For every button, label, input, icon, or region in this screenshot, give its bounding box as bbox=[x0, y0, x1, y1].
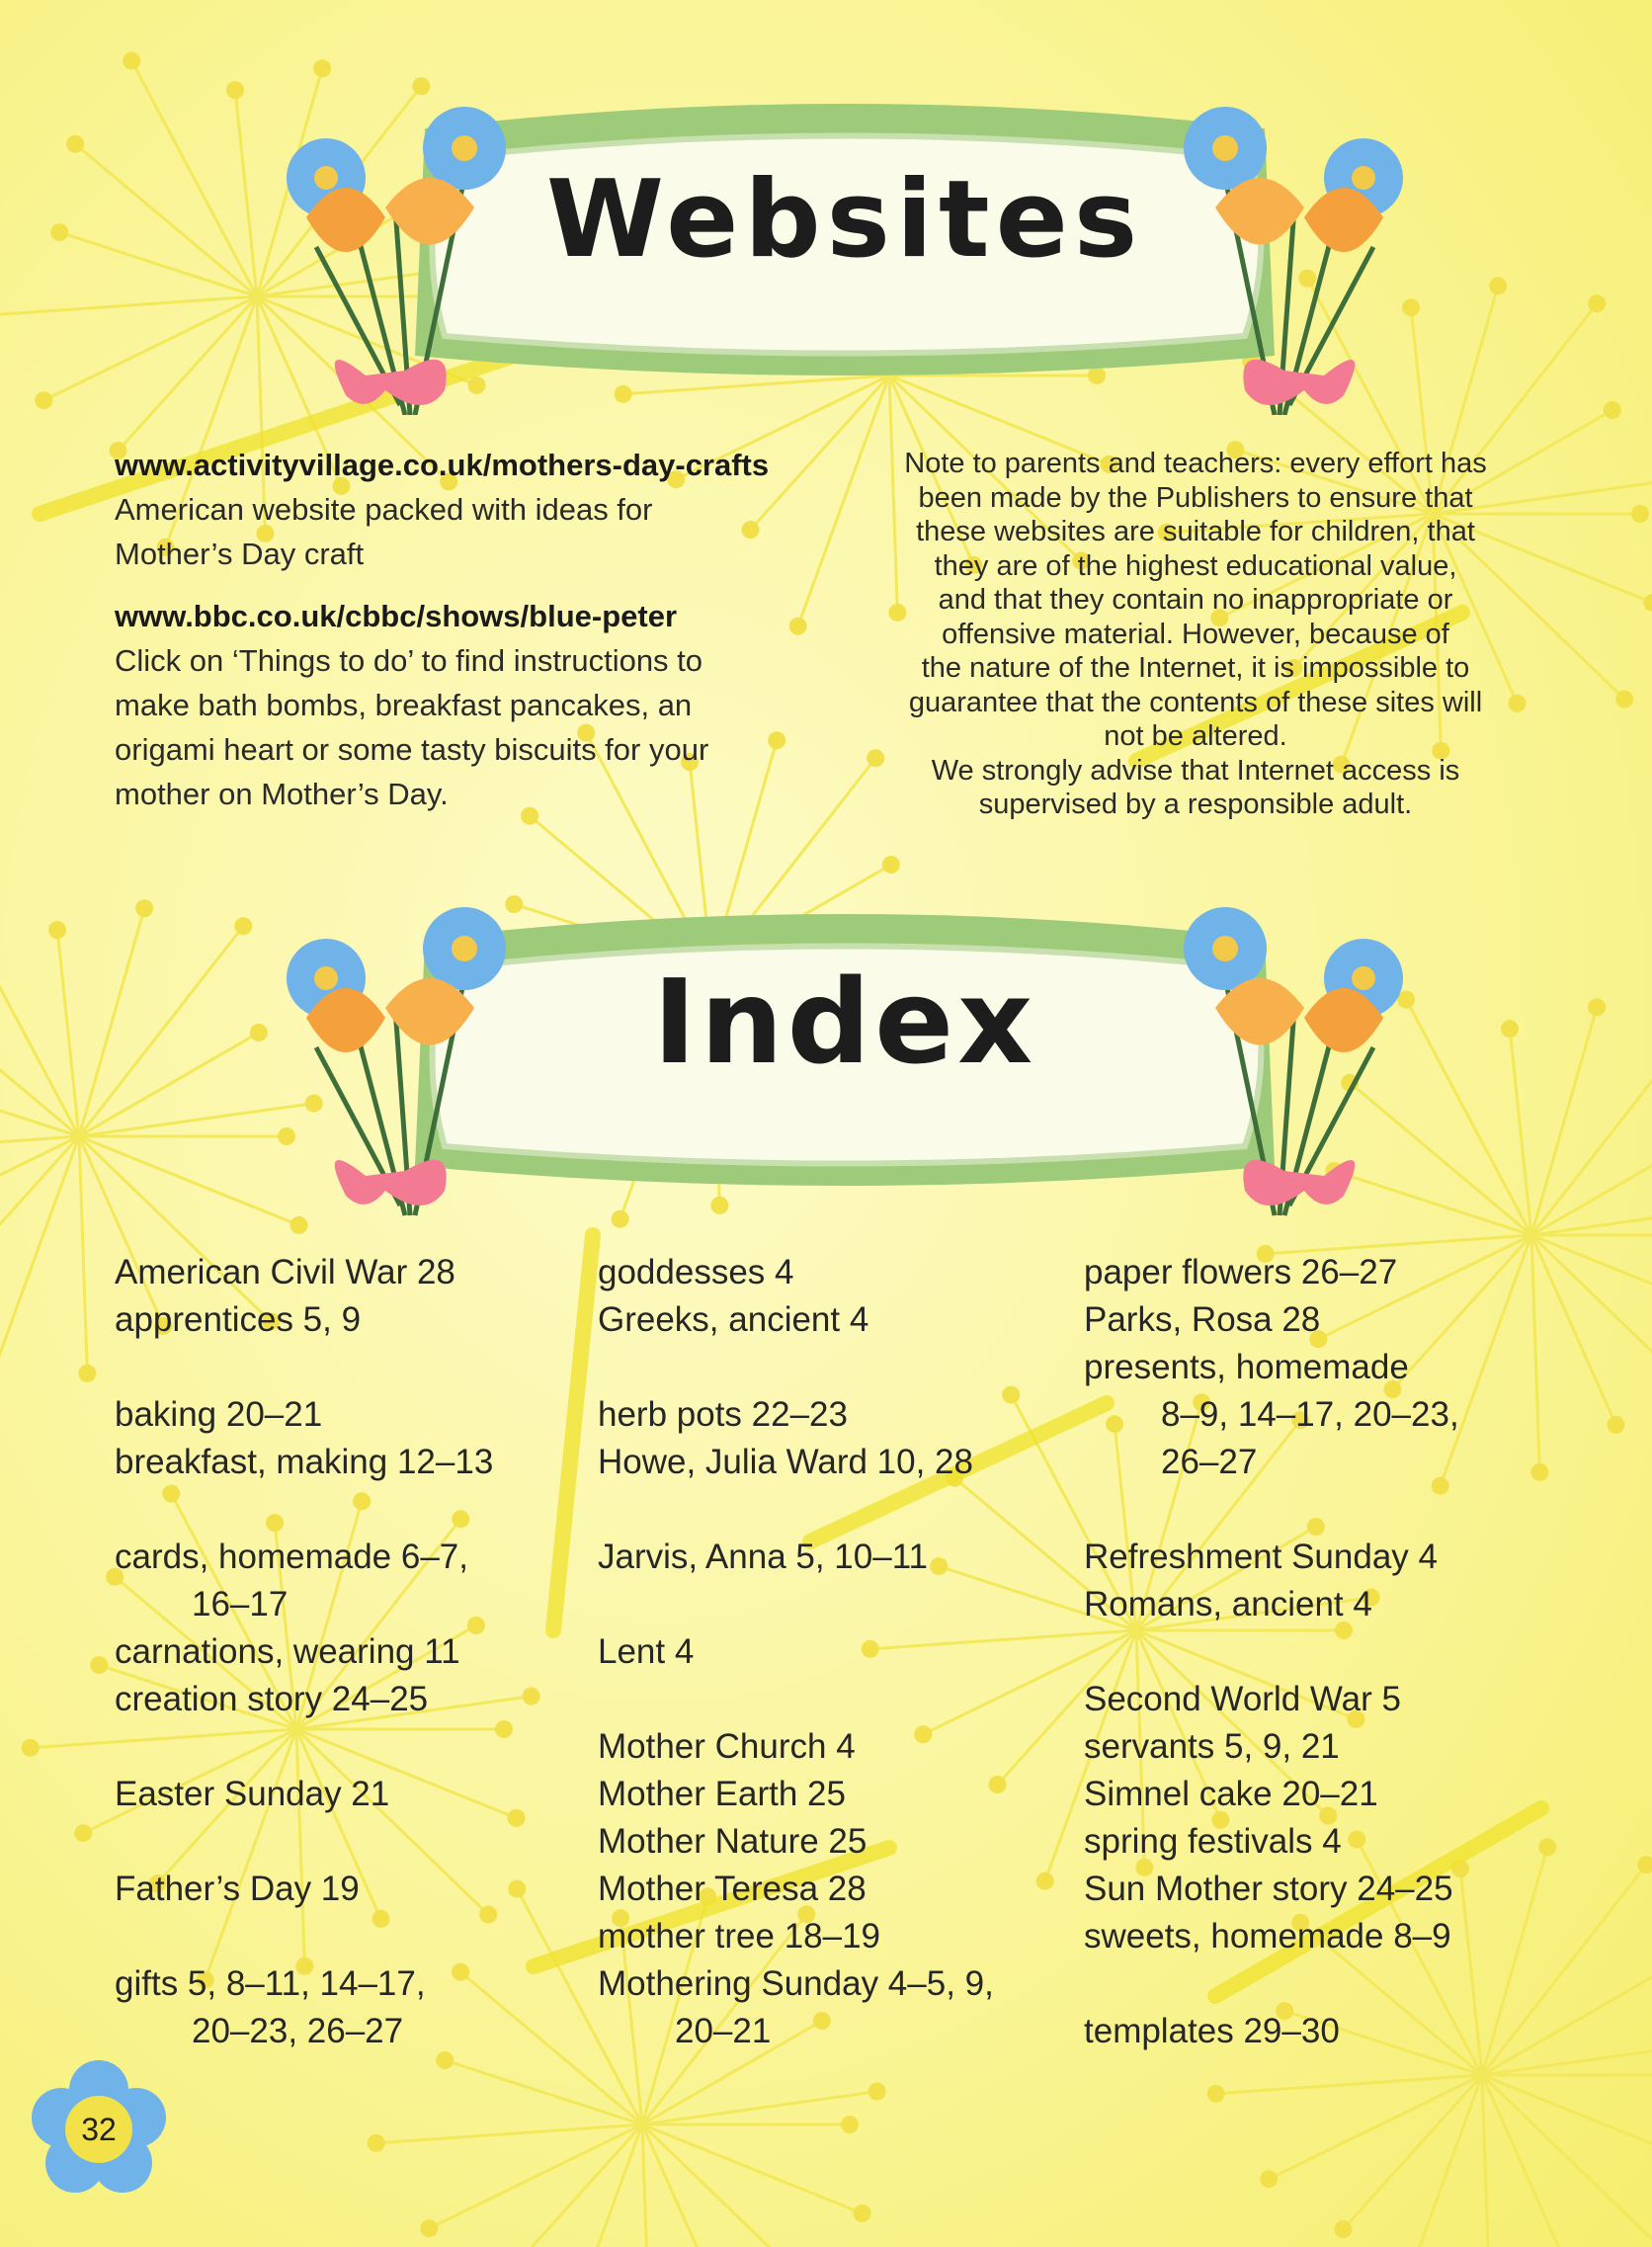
index-spacer bbox=[115, 1913, 579, 1960]
index-entry: 8–9, 14–17, 20–23, bbox=[1161, 1395, 1459, 1434]
note-line: been made by the Publishers to ensure that bbox=[918, 481, 1473, 514]
index-entry: American Civil War 28 bbox=[115, 1253, 455, 1291]
note-line: not be altered. bbox=[1104, 720, 1287, 752]
index-entry: sweets, homemade 8–9 bbox=[1084, 1917, 1451, 1956]
index-entry: Mothering Sunday 4–5, 9, bbox=[598, 1964, 994, 2003]
website-description-line: Click on ‘Things to do’ to find instructions to bbox=[115, 643, 703, 678]
index-entry: Parks, Rosa 28 bbox=[1084, 1300, 1321, 1339]
index-entry: carnations, wearing 11 bbox=[115, 1632, 460, 1671]
index-entry: 16–17 bbox=[192, 1585, 289, 1623]
index-entry: Mother Teresa 28 bbox=[598, 1870, 867, 1908]
index-spacer bbox=[115, 1344, 579, 1391]
website-description-line: American website packed with ideas for bbox=[115, 492, 653, 527]
index-spacer bbox=[598, 1486, 1062, 1534]
index-entry: baking 20–21 bbox=[115, 1395, 323, 1434]
index-entry: servants 5, 9, 21 bbox=[1084, 1727, 1340, 1766]
index-entry: Refreshment Sunday 4 bbox=[1084, 1538, 1438, 1576]
index-spacer bbox=[598, 1344, 1062, 1391]
index-spacer bbox=[1084, 1960, 1637, 2008]
index-column bbox=[115, 1249, 579, 2055]
websites-banner bbox=[217, 59, 1472, 415]
index-spacer bbox=[115, 1818, 579, 1866]
index-entry: breakfast, making 12–13 bbox=[115, 1443, 494, 1481]
index-column bbox=[1084, 1249, 1637, 2055]
index-entry: apprentices 5, 9 bbox=[115, 1300, 362, 1339]
website-link[interactable]: www.activityvillage.co.uk/mothers-day-crafts bbox=[115, 448, 770, 482]
index-column bbox=[598, 1249, 1062, 2055]
note-line: they are of the highest educational value, bbox=[934, 549, 1457, 582]
index-entry: presents, homemade bbox=[1084, 1348, 1409, 1386]
index-entry: Lent 4 bbox=[598, 1632, 695, 1671]
index-entry: Romans, ancient 4 bbox=[1084, 1585, 1372, 1623]
index-spacer bbox=[598, 1581, 1062, 1628]
index-entry: spring festivals 4 bbox=[1084, 1822, 1342, 1861]
index-entry: cards, homemade 6–7, bbox=[115, 1538, 468, 1576]
index-entry: 20–21 bbox=[675, 2012, 772, 2050]
index-entry: Easter Sunday 21 bbox=[115, 1775, 390, 1813]
index-entry: Howe, Julia Ward 10, 28 bbox=[598, 1443, 973, 1481]
website-description-line: make bath bombs, breakfast pancakes, an bbox=[115, 688, 693, 722]
index-entry: Mother Nature 25 bbox=[598, 1822, 867, 1861]
index-entry: Greeks, ancient 4 bbox=[598, 1300, 869, 1339]
website-description-line: Mother’s Day craft bbox=[115, 537, 365, 571]
website-link[interactable]: www.bbc.co.uk/cbbc/shows/blue-peter bbox=[115, 599, 678, 633]
note-line: and that they contain no inappropriate or bbox=[938, 584, 1453, 616]
note-line: the nature of the Internet, it is impossible to bbox=[921, 652, 1470, 684]
index-entry: gifts 5, 8–11, 14–17, bbox=[115, 1964, 426, 2003]
index-entry: Father’s Day 19 bbox=[115, 1870, 360, 1908]
index-entry: herb pots 22–23 bbox=[598, 1395, 848, 1434]
index-entry: templates 29–30 bbox=[1084, 2012, 1340, 2050]
index-entry: Simnel cake 20–21 bbox=[1084, 1775, 1378, 1813]
index-entry: Second World War 5 bbox=[1084, 1680, 1401, 1718]
index-entry: Mother Earth 25 bbox=[598, 1775, 846, 1813]
note-line: Note to parents and teachers: every effort has bbox=[904, 448, 1487, 479]
page-number: 32 bbox=[81, 2112, 117, 2147]
note-line: guarantee that the contents of these sites will bbox=[908, 686, 1483, 718]
index-entry: Sun Mother story 24–25 bbox=[1084, 1870, 1453, 1908]
index-entry: goddesses 4 bbox=[598, 1253, 794, 1291]
index-spacer bbox=[115, 1723, 579, 1771]
websites-title: Websites bbox=[545, 158, 1144, 282]
index-entry: creation story 24–25 bbox=[115, 1680, 429, 1718]
website-description-line: mother on Mother’s Day. bbox=[115, 777, 449, 811]
index-spacer bbox=[1084, 1628, 1637, 1676]
website-description-line: origami heart or some tasty biscuits for your bbox=[115, 732, 709, 767]
page-number-badge bbox=[30, 2060, 168, 2199]
index-banner bbox=[217, 870, 1472, 1225]
note-line: offensive material. However, because of bbox=[942, 618, 1449, 650]
index-title: Index bbox=[652, 954, 1037, 1090]
websites-list bbox=[115, 443, 826, 816]
index-spacer bbox=[1084, 1486, 1637, 1534]
note-line: We strongly advise that Internet access is bbox=[931, 754, 1460, 787]
index-entry: paper flowers 26–27 bbox=[1084, 1253, 1398, 1291]
index-entry: 20–23, 26–27 bbox=[192, 2012, 404, 2050]
index-spacer bbox=[115, 1486, 579, 1534]
index-entry: Mother Church 4 bbox=[598, 1727, 856, 1766]
index-entry: Jarvis, Anna 5, 10–11 bbox=[598, 1538, 929, 1576]
index-entry: 26–27 bbox=[1161, 1443, 1258, 1481]
index-entry: mother tree 18–19 bbox=[598, 1917, 881, 1956]
note-line: supervised by a responsible adult. bbox=[978, 789, 1413, 820]
note-line: these websites are suitable for children, that bbox=[916, 516, 1475, 547]
parents-note bbox=[840, 447, 1551, 822]
index-spacer bbox=[598, 1676, 1062, 1723]
